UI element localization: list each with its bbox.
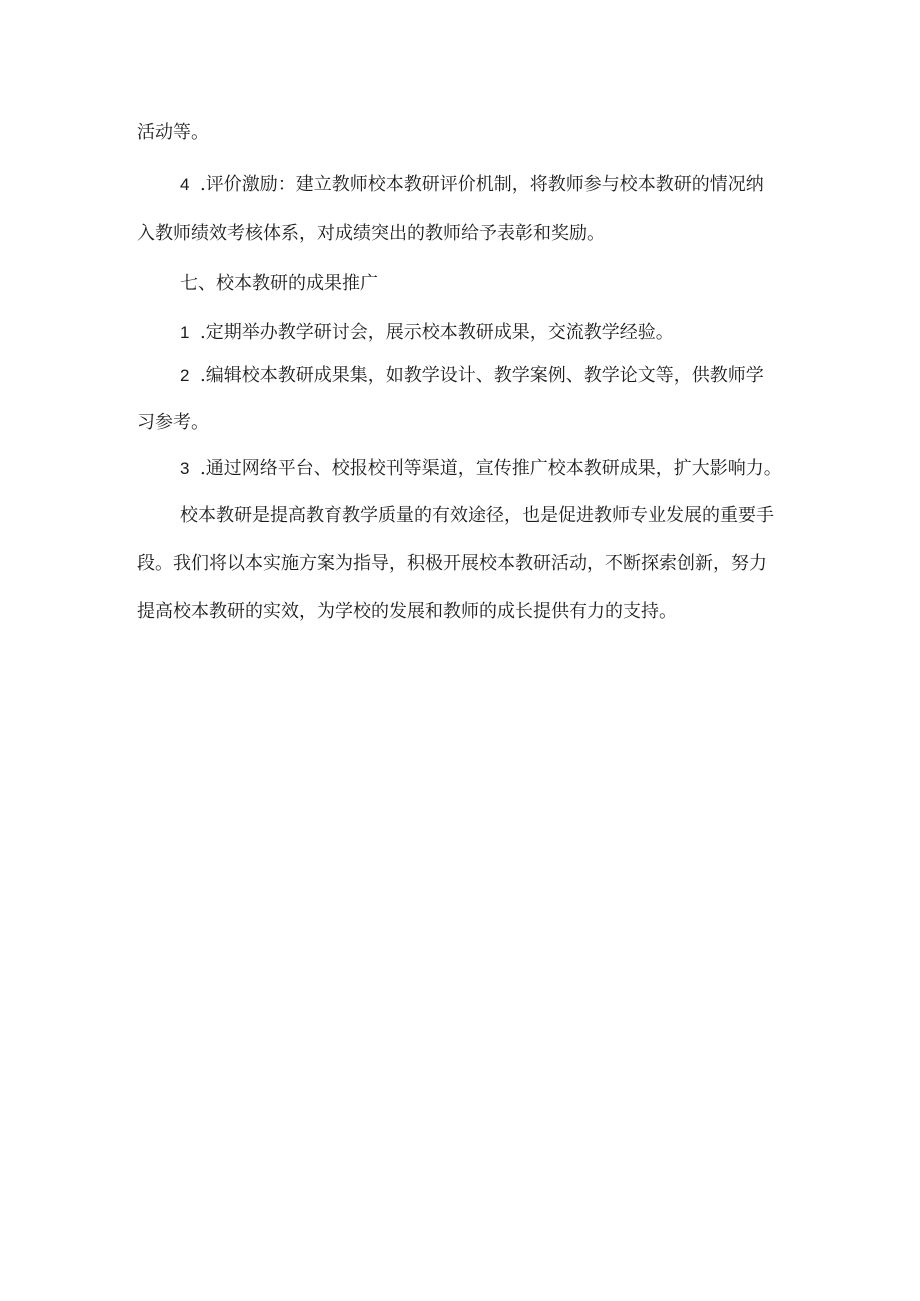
list-item-3 — [0, 454, 920, 484]
list-item-2-line-1 — [0, 361, 920, 391]
list-item-number: 2 — [180, 366, 190, 385]
conclusion-line-2 — [0, 549, 920, 579]
list-item-text: 入教师绩效考核体系，对成绩突出的教师给予表彰和奖励。 — [137, 223, 605, 244]
list-item-1 — [0, 318, 920, 348]
paragraph-continuation — [0, 118, 920, 148]
conclusion-text: 段。我们将以本实施方案为指导，积极开展校本教研活动，不断探索创新，努力 — [137, 553, 767, 574]
list-item-text: .评价激励：建立教师校本教研评价机制，将教师参与校本教研的情况纳 — [200, 174, 764, 195]
list-item-2-line-2 — [0, 408, 920, 438]
section-heading-text: 七、校本教研的成果推广 — [180, 273, 378, 294]
list-item-text: .通过网络平台、校报校刊等渠道，宣传推广校本教研成果，扩大影响力。 — [200, 458, 782, 479]
conclusion-text: 校本教研是提高教育教学质量的有效途径，也是促进教师专业发展的重要手 — [180, 505, 774, 526]
list-item-4-line-2 — [0, 219, 920, 249]
list-item-text: .编辑校本教研成果集，如教学设计、教学案例、教学论文等，供教师学 — [200, 365, 764, 386]
list-item-number: 4 — [180, 175, 190, 194]
list-item-number: 1 — [180, 323, 190, 342]
list-item-number: 3 — [180, 459, 190, 478]
conclusion-text: 提高校本教研的实效，为学校的发展和教师的成长提供有力的支持。 — [137, 601, 677, 622]
list-item-text: .定期举办教学研讨会，展示校本教研成果，交流教学经验。 — [200, 322, 674, 343]
conclusion-line-3 — [0, 597, 920, 627]
conclusion-line-1 — [0, 501, 920, 531]
section-heading — [0, 269, 920, 299]
paragraph-line: 活动等。 — [137, 122, 209, 143]
list-item-text: 习参考。 — [137, 412, 209, 433]
list-item-4-line-1 — [0, 170, 920, 200]
